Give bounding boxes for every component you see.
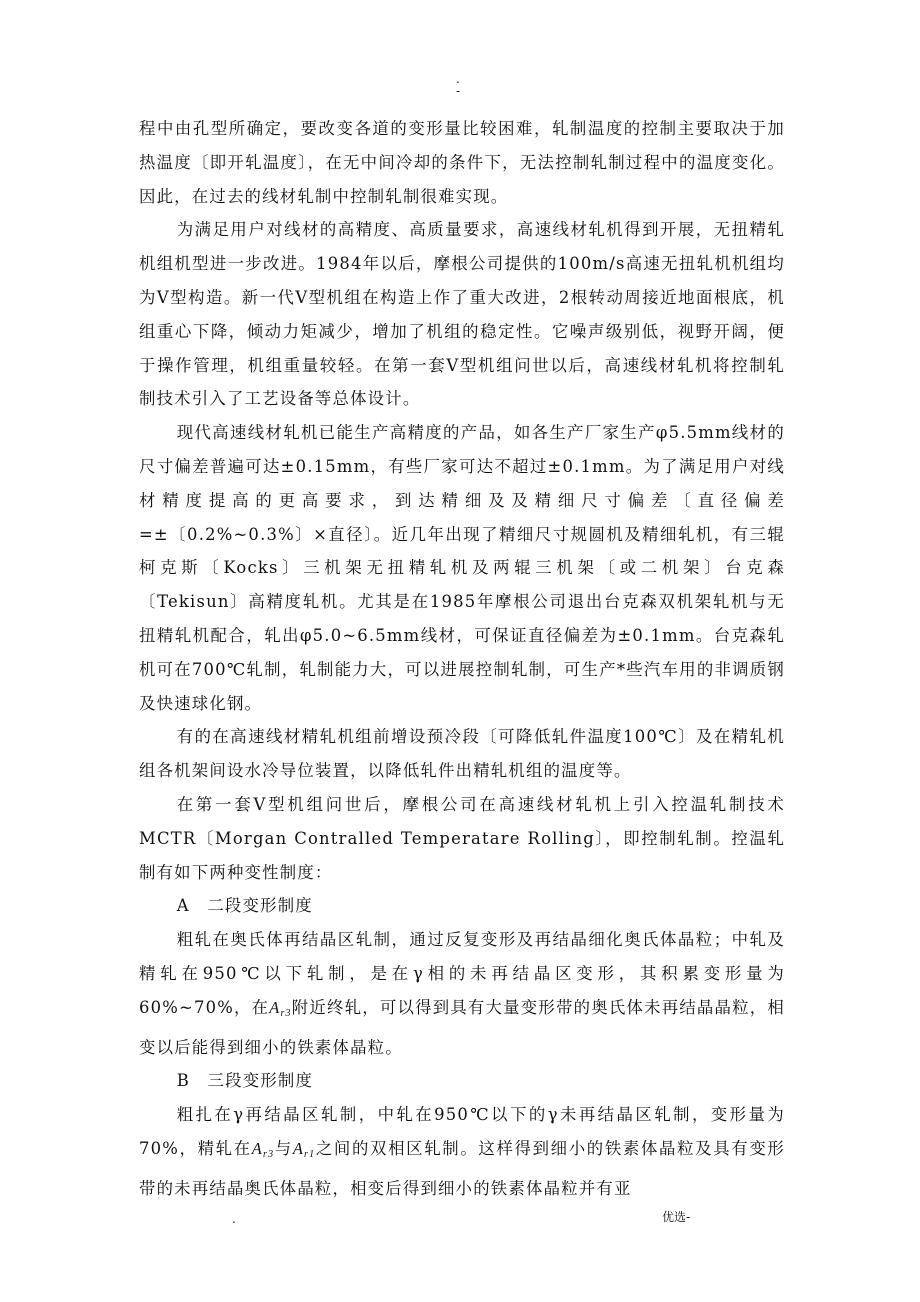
paragraph-3: 现代高速线材轧机已能生产高精度的产品，如各生产厂家生产φ5.5mm线材的尺寸偏差普遍可达±0.15mm，有些厂家可达不超过±0.1mm。为了满足用户对线材精度提高的更高要求，到达精细及及精细尺寸偏差〔直径偏差=±〔0.2%~0.3%〕×直径〕。近几年出现了精细尺寸规圆机及精细轧机，有三辊柯克斯〔Kocks〕三机架无扭精轧机及两辊三机架〔或二机架〕台克森〔Tekisun〕高精度轧机。尤其是在1985年摩根公司退出台克森双机架轧机与无扭精轧机配合，轧出φ5.0~6.5mm线材，可保证直径偏差为±0.1mm。台克森轧机可在700℃轧制，轧制能力大，可以进展控制轧制，可生产*些汽车用的非调质钢及快速球化钢。 bbox=[139, 423, 785, 713]
ar3-subscript: r3 bbox=[280, 1007, 292, 1019]
footer-dot: . bbox=[232, 1212, 236, 1226]
ar3-subscript-2: r3 bbox=[262, 1148, 275, 1160]
heading-a: A 二段变形制度 bbox=[176, 896, 313, 916]
paragraph-2: 为满足用户对线材的高精度、高质量要求，高速线材轧机得到开展，无扭精轧机组机型进一步改进。1984年以后，摩根公司提供的100m/s高速无扭轧机机组均为V型构造。新一代V型机组在构造上作了重大改进，2根转动周接近地面根底，机组重心下降，倾动力矩减少，增加了机组的稳定性。它噪声级别低，视野开阔，便于操作管理，机组重量较轻。在第一套V型机组问世以后，高速线材轧机将控制轧制技术引入了工艺设备等总体设计。 bbox=[139, 220, 785, 409]
paragraph-8 bbox=[139, 1098, 785, 1205]
paragraph-6-part2: 附近终轧，可以得到具有大量变形带的奥氏体未再结晶晶粒，相变以后能得到细小的铁素体晶粒。 bbox=[139, 997, 785, 1057]
paragraph-5: 在第一套V型机组问世后，摩根公司在高速线材轧机上引入控温轧制技术MCTR〔Morgan Contralled Temperatare Rolling〕，即控制轧制。控温轧制有如下两种变性制度： bbox=[139, 794, 785, 882]
paragraph-8-mid: 与 bbox=[274, 1138, 293, 1158]
ar1-subscript: r1 bbox=[304, 1148, 316, 1160]
ar3-symbol-2: A bbox=[251, 1138, 263, 1158]
header-dot: . bbox=[456, 72, 460, 86]
paragraph-8-part2: 之间的双相区轧制。这样得到细小的铁素体晶粒及具有变形带的未再结晶奥氏体晶粒，相变后得到细小的铁素体晶粒并有亚 bbox=[139, 1138, 785, 1198]
ar1-symbol: A bbox=[292, 1138, 305, 1158]
heading-b: B 三段变形制度 bbox=[176, 1071, 314, 1091]
paragraph-6-part1: 粗轧在奥氏体再结晶区轧制，通过反复变形及再结晶细化奥氏体晶粒；中轧及精轧在950℃以下轧制，是在γ相的未再结晶区变形，其积累变形量为60%~70%，在 bbox=[139, 930, 785, 1017]
paragraph-4: 有的在高速线材精轧机组前增设预冷段〔可降低轧件温度100℃〕及在精轧机组各机架间设水冷导位装置，以降低轧件出精轧机组的温度等。 bbox=[139, 727, 785, 781]
paragraph-8-part1: 粗扎在γ再结晶区轧制，中轧在950℃以下的γ未再结晶区轧制，变形量为70%，精轧在 bbox=[139, 1105, 785, 1158]
header-dash: - bbox=[456, 84, 461, 98]
document-body bbox=[139, 112, 785, 1206]
paragraph-6 bbox=[139, 923, 785, 1064]
ar3-symbol: A bbox=[269, 997, 281, 1017]
footer-text: 优选- bbox=[662, 1210, 691, 1224]
paragraph-1: 程中由孔型所确定，要改变各道的变形量比较困难，轧制温度的控制主要取决于加热温度〔即开轧温度〕，在无中间冷却的条件下，无法控制轧制过程中的温度变化。因此，在过去的线材轧制中控制轧制很难实现。 bbox=[139, 119, 785, 206]
